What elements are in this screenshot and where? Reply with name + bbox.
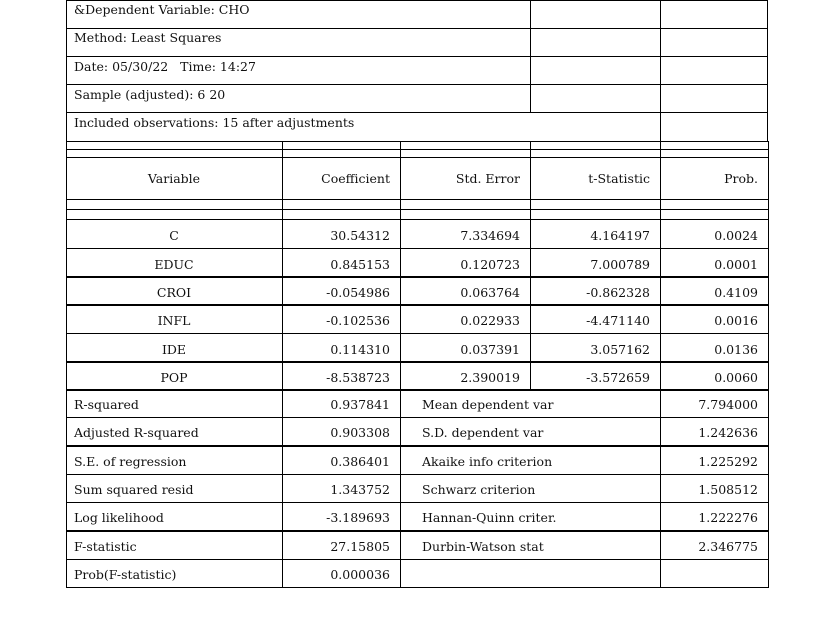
stat-label2: Hannan-Quinn criter. <box>422 510 557 525</box>
coefficient-p: 0.0001 <box>714 257 758 272</box>
stat-value: 0.937841 <box>330 397 390 412</box>
header-blank-cell <box>660 112 768 142</box>
coefficient-p: 0.0024 <box>714 228 758 243</box>
stat-label2-cell <box>400 559 661 588</box>
column-header-1: Coefficient <box>321 171 390 186</box>
stat-label2: S.D. dependent var <box>422 425 544 440</box>
header-blank-cell <box>660 56 768 85</box>
stat-label2: Akaike info criterion <box>422 454 553 469</box>
column-header-0: Variable <box>147 171 201 186</box>
column-header-4: Prob. <box>724 171 758 186</box>
coefficient-se: 0.037391 <box>460 342 520 357</box>
stat-label2: Durbin-Watson stat <box>422 539 544 554</box>
coefficient-t: 4.164197 <box>590 228 650 243</box>
coefficient-p: 0.0016 <box>714 313 758 328</box>
header-blank-cell <box>660 28 768 57</box>
coefficient-variable: EDUC <box>154 257 194 272</box>
header-blank-cell <box>530 0 661 29</box>
stat-value: 27.15805 <box>330 539 390 554</box>
date-text: Date: 05/30/22 Time: 14:27 <box>74 59 256 74</box>
column-header-3: t-Statistic <box>588 171 650 186</box>
coefficient-p: 0.0136 <box>714 342 758 357</box>
observations-text: Included observations: 15 after adjustments <box>74 115 355 130</box>
column-header-2: Std. Error <box>455 171 520 186</box>
stat-value: 0.903308 <box>330 425 390 440</box>
stat-value2: 1.222276 <box>698 510 758 525</box>
header-blank-cell <box>530 84 661 113</box>
stat-label: Prob(F-statistic) <box>74 567 177 582</box>
coefficient-t: 7.000789 <box>590 257 650 272</box>
coefficient-coef: 0.114310 <box>330 342 390 357</box>
coefficient-p: 0.4109 <box>714 285 758 300</box>
coefficient-variable: INFL <box>157 313 191 328</box>
sample-text: Sample (adjusted): 6 20 <box>74 87 226 102</box>
stat-value2: 2.346775 <box>698 539 758 554</box>
stat-value: -3.189693 <box>326 510 390 525</box>
stat-label: Sum squared resid <box>74 482 194 497</box>
coefficient-se: 0.063764 <box>460 285 520 300</box>
coefficient-t: -3.572659 <box>586 370 650 385</box>
stat-label: S.E. of regression <box>74 454 187 469</box>
coefficient-coef: -8.538723 <box>326 370 390 385</box>
coefficient-coef: -0.102536 <box>326 313 390 328</box>
stat-value2: 1.508512 <box>698 482 758 497</box>
coefficient-coef: 0.845153 <box>330 257 390 272</box>
stat-label: Log likelihood <box>74 510 164 525</box>
dependent-variable-text: &Dependent Variable: CHO <box>74 2 250 17</box>
coefficient-t: -0.862328 <box>586 285 650 300</box>
header-blank-cell <box>660 84 768 113</box>
coefficient-variable: C <box>169 228 179 243</box>
coefficient-se: 2.390019 <box>460 370 520 385</box>
method-text: Method: Least Squares <box>74 30 222 45</box>
coefficient-coef: -0.054986 <box>326 285 390 300</box>
coefficient-p: 0.0060 <box>714 370 758 385</box>
coefficient-variable: IDE <box>161 342 187 357</box>
coefficient-t: 3.057162 <box>590 342 650 357</box>
coefficient-se: 7.334694 <box>460 228 520 243</box>
coefficient-coef: 30.54312 <box>330 228 390 243</box>
coefficient-variable: POP <box>160 370 188 385</box>
header-blank-cell <box>530 56 661 85</box>
stat-value2: 1.242636 <box>698 425 758 440</box>
coefficient-variable: CROI <box>156 285 192 300</box>
header-blank-cell <box>530 28 661 57</box>
stat-value: 1.343752 <box>330 482 390 497</box>
header-blank-cell <box>660 0 768 29</box>
stat-value2: 7.794000 <box>698 397 758 412</box>
stat-value: 0.386401 <box>330 454 390 469</box>
stat-label: Adjusted R-squared <box>74 425 199 440</box>
coefficient-se: 0.022933 <box>460 313 520 328</box>
stat-label: R-squared <box>74 397 139 412</box>
stat-label2: Mean dependent var <box>422 397 554 412</box>
stat-label: F-statistic <box>74 539 137 554</box>
stat-label2: Schwarz criterion <box>422 482 536 497</box>
stat-value: 0.000036 <box>330 567 390 582</box>
coefficient-t: -4.471140 <box>586 313 650 328</box>
stat-value2: 1.225292 <box>698 454 758 469</box>
coefficient-se: 0.120723 <box>460 257 520 272</box>
stat-value2-cell <box>660 559 769 588</box>
